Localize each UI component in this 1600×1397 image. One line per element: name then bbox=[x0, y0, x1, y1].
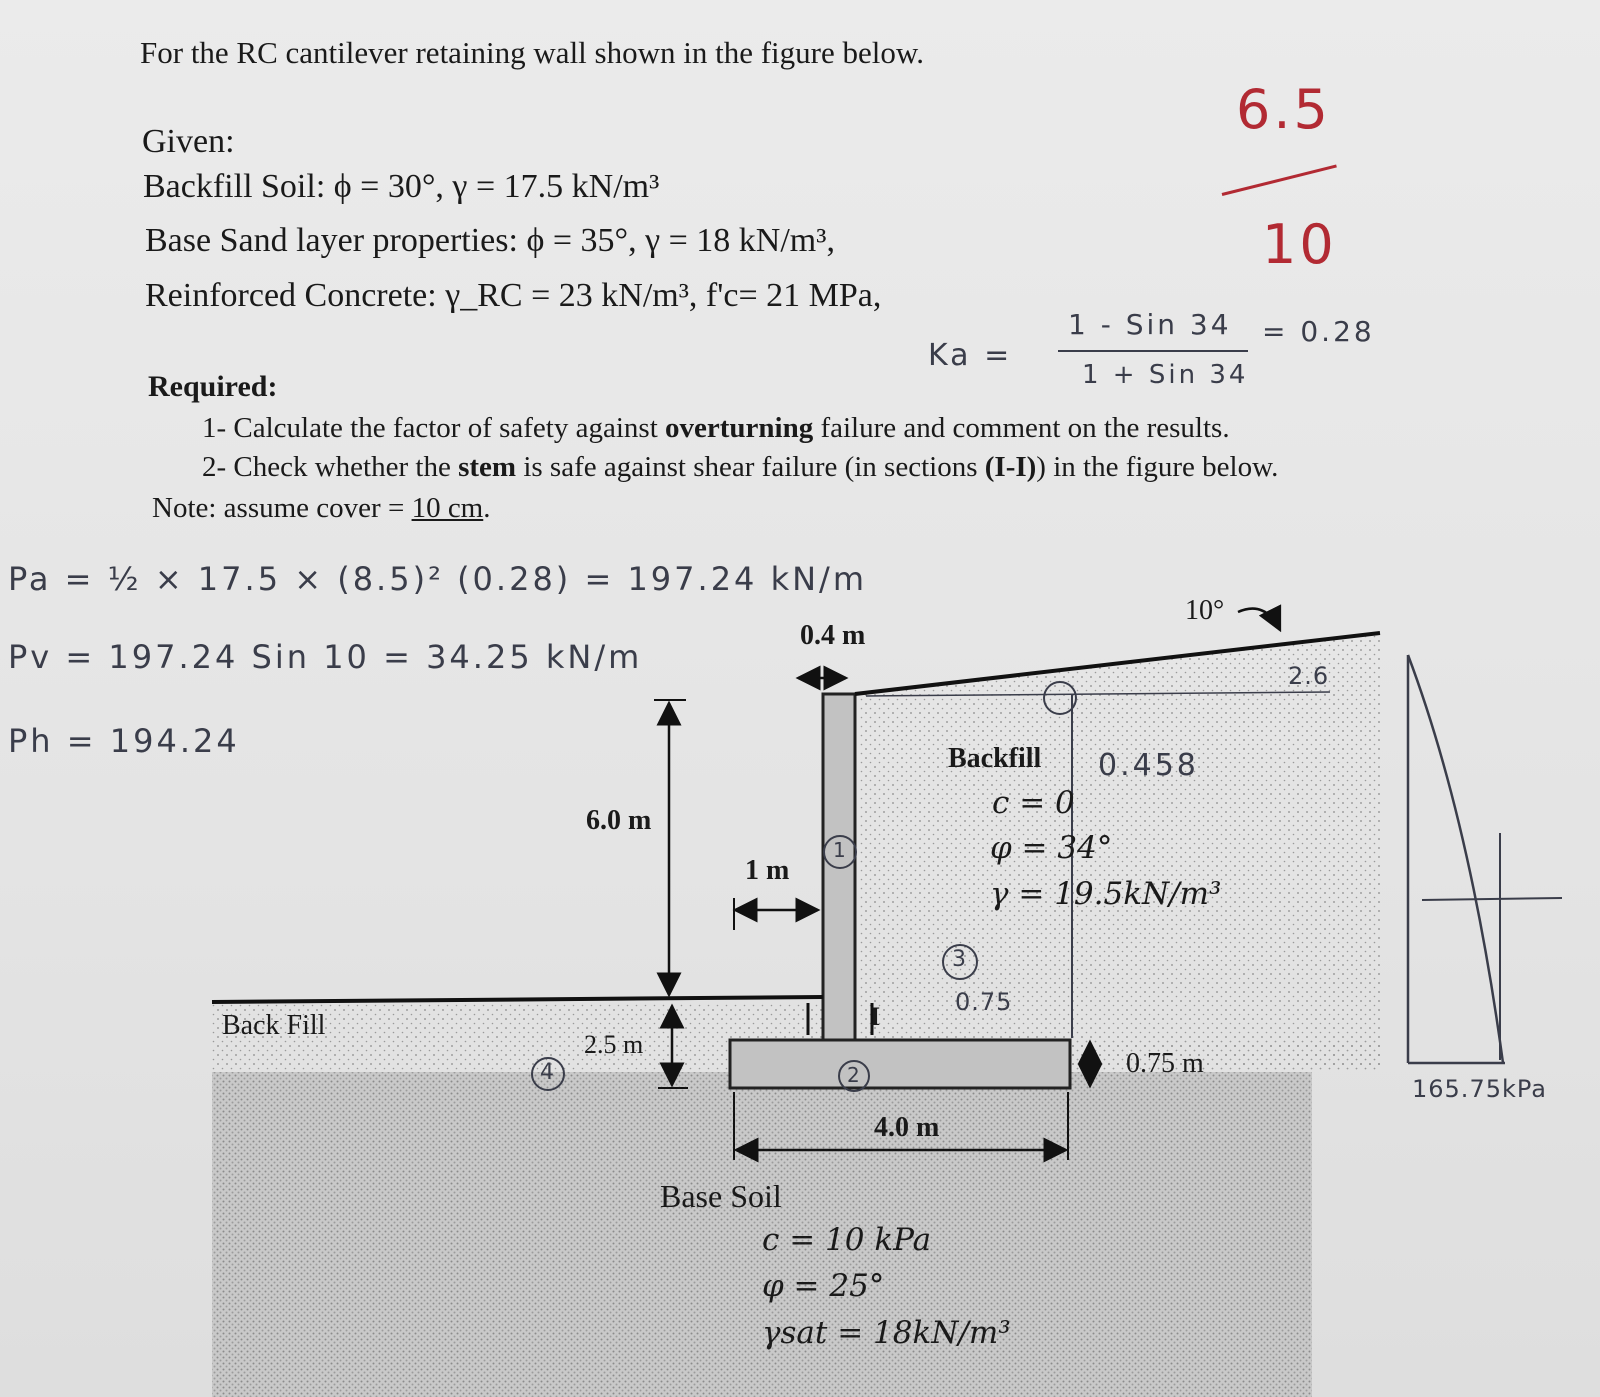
section-label-left: I bbox=[870, 1002, 881, 1031]
required-1-bold: overturning bbox=[665, 412, 814, 444]
hand-ka-numerator: 1 - Sin 34 bbox=[1068, 308, 1232, 341]
label-backfill-gamma: γ = 19.5kN/m³ bbox=[990, 876, 1222, 912]
label-base-soil-heading: Base Soil bbox=[660, 1178, 782, 1214]
hand-circle-2-num: 2 bbox=[847, 1063, 860, 1087]
hand-ka-label: Ka = bbox=[928, 338, 1013, 373]
required-2-c: ) in the figure below. bbox=[1036, 451, 1279, 483]
given-heading: Given: bbox=[142, 123, 235, 160]
note-suffix: . bbox=[483, 492, 491, 524]
label-6m: 6.0 m bbox=[586, 805, 652, 836]
hand-circle-1-num: 1 bbox=[833, 838, 846, 862]
label-backfill-c: c = 0 bbox=[992, 785, 1075, 821]
required-heading: Required: bbox=[148, 370, 278, 403]
label-base-soil-c: c = 10 kPa bbox=[762, 1222, 932, 1258]
given-base-sand: Base Sand layer properties: ϕ = 35°, γ = 18 kN/m³, bbox=[145, 222, 835, 259]
note-prefix: Note: assume cover = bbox=[152, 492, 412, 524]
hand-ka-result: = 0.28 bbox=[1262, 315, 1375, 348]
label-backfill-heading: Backfill bbox=[948, 743, 1042, 774]
hand-circle-4-num: 4 bbox=[540, 1060, 554, 1085]
label-back-fill: Back Fill bbox=[222, 1010, 326, 1041]
hand-ka-denominator: 1 + Sin 34 bbox=[1082, 360, 1249, 390]
required-2-b: is safe against shear failure (in sections bbox=[516, 451, 985, 483]
hand-value-2-6: 2.6 bbox=[1288, 662, 1330, 690]
angle-arrow bbox=[1238, 609, 1280, 630]
hand-fraction-top: 6.5 bbox=[1236, 78, 1331, 141]
label-1m: 1 m bbox=[745, 855, 790, 886]
hand-ph-line: Ph = 194.24 bbox=[8, 722, 240, 760]
hand-pa-line: Pa = ½ × 17.5 × (8.5)² (0.28) = 197.24 kN/m bbox=[8, 560, 867, 598]
hand-circle-3-num: 3 bbox=[952, 947, 966, 972]
given-backfill-soil: Backfill Soil: ϕ = 30°, γ = 17.5 kN/m³ bbox=[143, 168, 660, 205]
required-1-a: 1- Calculate the factor of safety against bbox=[202, 412, 665, 444]
label-10deg: 10° bbox=[1185, 595, 1225, 626]
hand-value-0-458: 0.458 bbox=[1098, 748, 1199, 783]
required-2-a: 2- Check whether the bbox=[202, 451, 459, 483]
hand-pressure-diagram bbox=[1408, 655, 1503, 1063]
label-0-75m: 0.75 m bbox=[1126, 1048, 1204, 1079]
hand-fraction-bottom: 10 bbox=[1262, 213, 1337, 276]
label-backfill-phi: φ = 34° bbox=[990, 830, 1113, 866]
hand-value-165-75: 165.75kPa bbox=[1412, 1075, 1547, 1103]
heel-side-fill bbox=[1070, 1040, 1380, 1072]
label-2-5m: 2.5 m bbox=[584, 1030, 644, 1059]
intro-line: For the RC cantilever retaining wall shown in the figure below. bbox=[140, 35, 924, 70]
required-1-b: failure and comment on the results. bbox=[813, 412, 1230, 444]
given-concrete: Reinforced Concrete: γ_RC = 23 kN/m³, f'c= 21 MPa, bbox=[145, 277, 882, 314]
hand-pv-line: Pv = 197.24 Sin 10 = 34.25 kN/m bbox=[8, 638, 643, 676]
label-base-soil-phi: φ = 25° bbox=[762, 1268, 885, 1304]
note-cover: 10 cm bbox=[411, 492, 484, 524]
required-2-bold2: (I-I) bbox=[984, 451, 1037, 483]
hand-value-0-75: 0.75 bbox=[955, 988, 1013, 1016]
label-4m: 4.0 m bbox=[874, 1112, 940, 1143]
label-0-4m: 0.4 m bbox=[800, 620, 866, 651]
front-ground-line bbox=[212, 997, 823, 1002]
base-slab bbox=[730, 1040, 1070, 1088]
label-base-soil-gamma: γsat = 18kN/m³ bbox=[762, 1315, 1011, 1351]
backfill-region bbox=[858, 633, 1380, 1072]
required-2-bold1: stem bbox=[458, 451, 517, 483]
